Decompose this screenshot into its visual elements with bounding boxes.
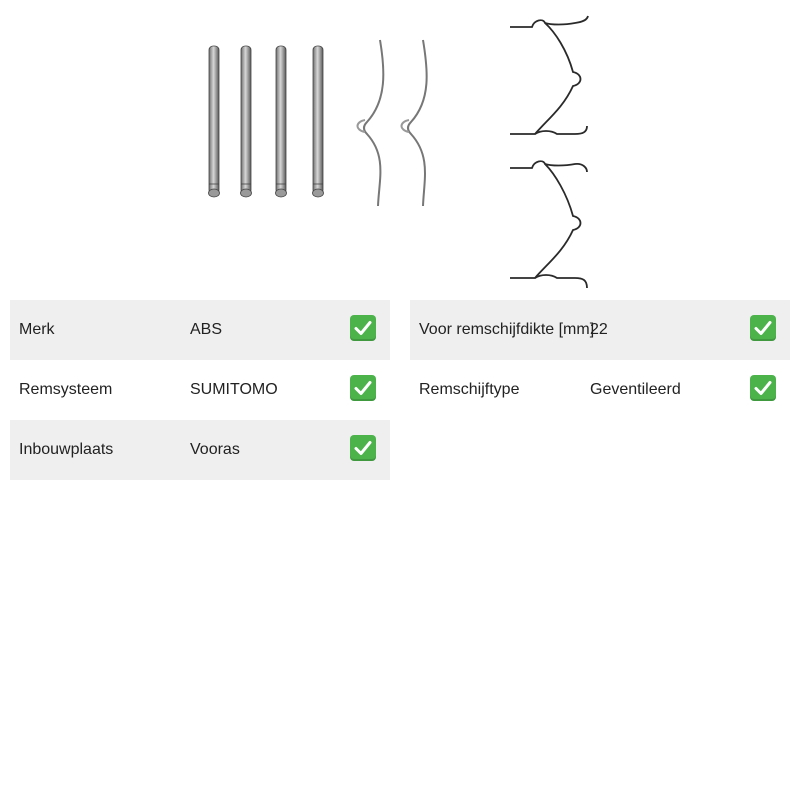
spec-table-right xyxy=(410,300,790,420)
guide-pin xyxy=(276,46,287,197)
spec-value: 22 xyxy=(590,321,608,338)
spec-row-remsysteem xyxy=(10,360,390,420)
product-image xyxy=(195,10,605,292)
spec-value: SUMITOMO xyxy=(190,381,278,398)
guide-pin xyxy=(209,46,220,197)
check-icon xyxy=(350,435,376,461)
check-icon xyxy=(750,315,776,341)
spec-value: ABS xyxy=(190,321,223,338)
spec-table-left xyxy=(10,300,390,480)
guide-pin xyxy=(241,46,252,197)
spec-row-inbouwplaats xyxy=(10,420,390,480)
spring-wire xyxy=(358,40,384,206)
spring-wire xyxy=(402,40,427,206)
spec-value: Geventileerd xyxy=(590,381,681,398)
check-icon xyxy=(750,375,776,401)
spec-label: Remschijftype xyxy=(419,381,520,398)
anti-rattle-clip xyxy=(510,16,588,288)
guide-pin xyxy=(313,46,324,197)
spec-row-merk xyxy=(10,300,390,360)
spec-label: Inbouwplaats xyxy=(19,441,114,458)
check-icon xyxy=(350,315,376,341)
spec-label: Merk xyxy=(19,321,55,338)
spec-row-remschijftype xyxy=(410,360,790,420)
spec-label: Voor remschijfdikte [mm] xyxy=(419,321,595,338)
spec-value: Vooras xyxy=(190,441,240,458)
spec-label: Remsysteem xyxy=(19,381,113,398)
check-icon xyxy=(350,375,376,401)
spec-row-remschijfdikte xyxy=(410,300,790,360)
